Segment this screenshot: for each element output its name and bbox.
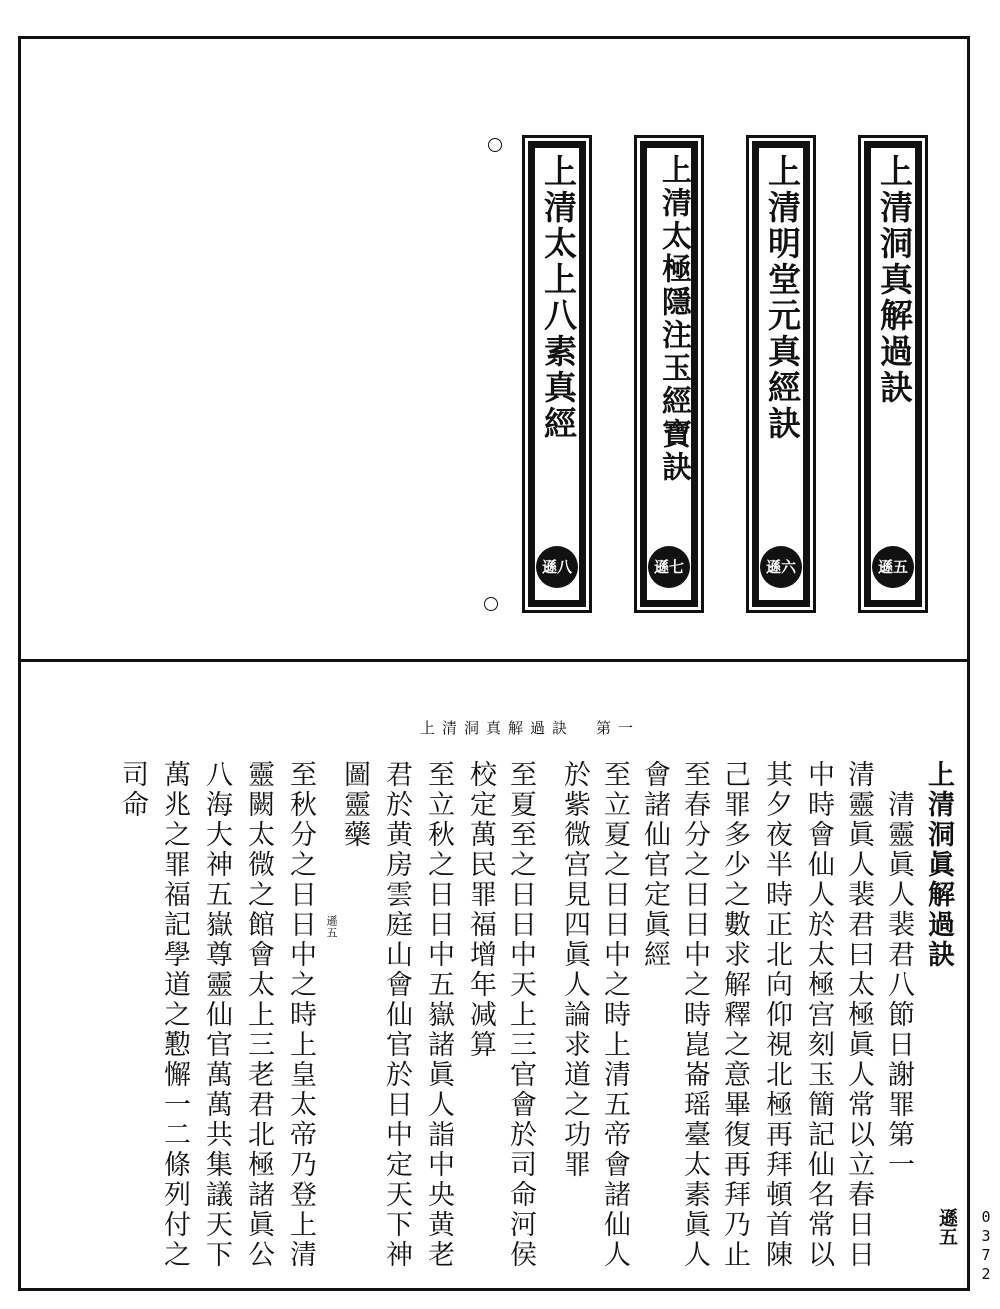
page-divider <box>18 659 970 662</box>
text-column: 己罪多少之數求解釋之意畢復再拜乃止 <box>719 760 750 1270</box>
text-column: 至春分之日日中之時崑崙瑶臺太素眞人 <box>679 760 710 1270</box>
cover-4 <box>522 135 592 613</box>
text-column: 靈闕太微之館會太上三老君北極諸眞公 <box>243 760 274 1270</box>
cover-seal: 遜七 <box>648 546 690 588</box>
text-column: 至秋分之日日中之時上皇太帝乃登上清 <box>285 760 316 1270</box>
text-column: 於紫微宫見四眞人論求道之功罪 <box>559 760 590 1180</box>
running-header: 上清洞真解過訣 第一 <box>420 719 641 737</box>
text-column: 至立夏之日日中之時上清五帝會諸仙人 <box>599 760 630 1270</box>
cover-2 <box>746 135 816 613</box>
text-column: 清靈眞人裴君八節日謝罪第一 <box>883 760 914 1180</box>
cover-title: 上清明堂元真經訣 <box>763 154 802 442</box>
cover-seal: 遜六 <box>760 546 802 588</box>
cover-1 <box>858 135 928 613</box>
page-number: 0372 <box>977 1208 995 1284</box>
text-column: 至夏至之日日中天上三官會於司命河侯 <box>505 760 536 1270</box>
margin-tag: 遜五 <box>936 1208 958 1246</box>
text-column: 至立秋之日日中五嶽諸眞人詣中央黄老 <box>423 760 454 1270</box>
binding-hole-icon <box>488 138 502 152</box>
text-column: 君於黄房雲庭山會仙官於日中定天下神 <box>381 760 412 1270</box>
cover-title: 上清洞真解過訣 <box>875 154 914 406</box>
text-column: 中時會仙人於太極宫刻玉簡記仙名常以 <box>803 760 834 1270</box>
cover-seal: 遜五 <box>872 546 914 588</box>
inline-tag: 遜五 <box>325 915 338 939</box>
text-column: 圖靈藥 <box>339 760 370 850</box>
text-column: 校定萬民罪福增年减算 <box>465 760 496 1060</box>
cover-3 <box>634 135 704 613</box>
text-column: 上清洞眞解過訣 <box>923 760 954 970</box>
text-column: 司命 <box>117 760 148 820</box>
binding-hole-icon <box>484 597 498 611</box>
text-column: 會諸仙官定眞經 <box>639 760 670 970</box>
text-column: 萬兆之罪福記學道之懃懈一二條列付之 <box>159 760 190 1270</box>
cover-seal: 遜八 <box>536 546 578 588</box>
cover-title: 上清太上八素真經 <box>539 154 578 442</box>
text-column: 八海大神五嶽尊靈仙官萬萬共集議天下 <box>201 760 232 1270</box>
text-column: 其夕夜半時正北向仰視北極再拜頓首陳 <box>761 760 792 1270</box>
cover-title: 上清太極隱注玉經寶訣 <box>656 154 691 484</box>
text-column: 清靈眞人裴君曰太極眞人常以立春日日 <box>843 760 874 1270</box>
